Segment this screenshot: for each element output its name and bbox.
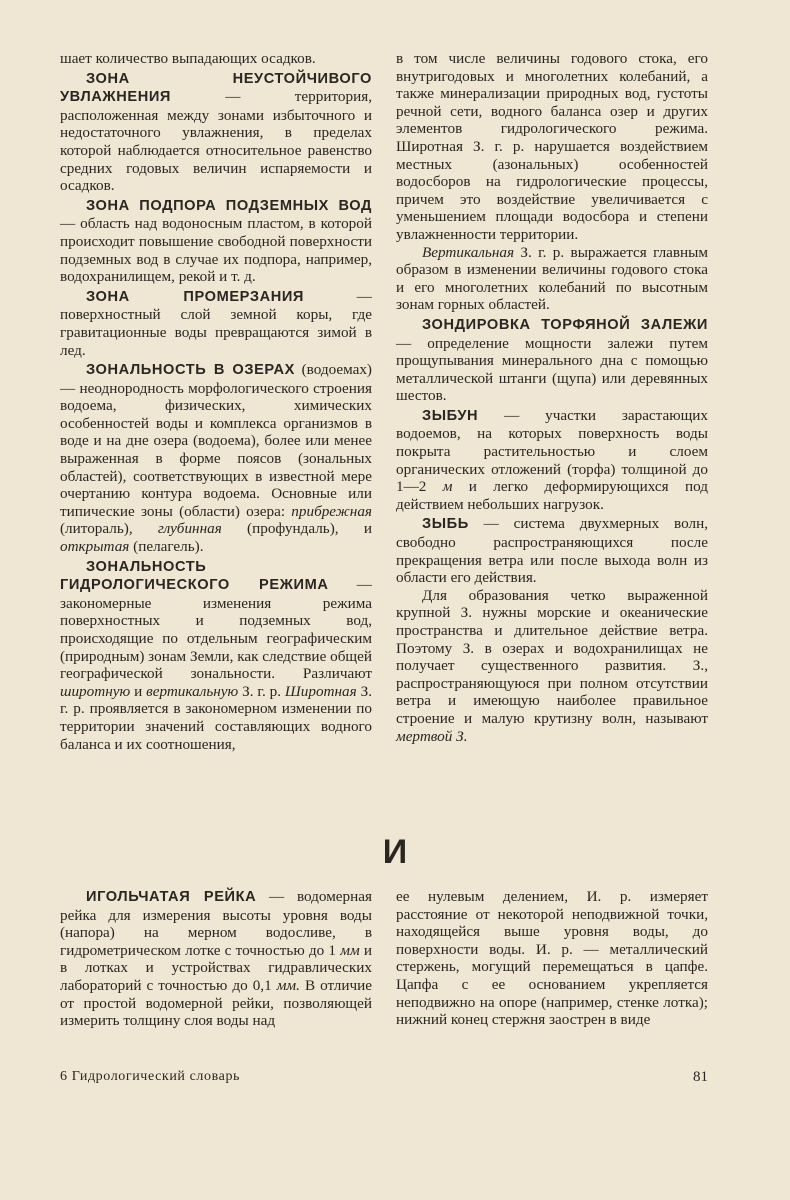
entry-text: — водомерная рейка для измерения высоты уровня воды (напора) на мерном водосливе, в гидрометрическом лотке с точностью до 1	[60, 888, 372, 959]
entry-title: ИГОЛЬЧАТАЯ РЕЙКА	[86, 889, 257, 905]
entry-text: (пелагель).	[129, 538, 204, 556]
entry-text: — определение мощности залежи путем прощупывания минерального дна с помощью металлической штанги (щупа) или деревянных шестов.	[396, 334, 708, 405]
entry-text: и легко деформирующихся под действием небольших нагрузок.	[396, 478, 708, 513]
entry-zonalnost-v-ozerah	[60, 361, 372, 556]
italic-unit: м	[442, 478, 453, 496]
italic-unit: мм.	[276, 976, 300, 994]
entry-zybun	[396, 407, 708, 514]
entry-igolchataya-reyka	[60, 888, 372, 1030]
entry-text: и	[130, 682, 147, 700]
entry-title: ЗЫБЬ	[422, 516, 469, 533]
entry-text: З. г. р. проявляется в закономерном изменении по территории значений составляющих водного баланса и их соотношения,	[60, 682, 372, 753]
entry-text: — территория, расположенная между зонами избыточного и недостаточного увлажнения, в пределах которой наблюдается относительное равенство средних годовых величин испаряемости и осадков.	[60, 88, 372, 195]
italic-term: глубинная	[157, 520, 222, 538]
entry-zona-podpora	[60, 197, 372, 286]
entry-title: ЗОНАЛЬНОСТЬ В ОЗЕРАХ	[86, 362, 295, 379]
column-right-top	[396, 50, 708, 745]
entry-text: — область над водоносным пластом, в которой происходит повышение свободной поверхности подземных вод в случае их подпора, например, водохранилищем, рекой и т. д.	[60, 215, 372, 286]
entry-title: ЗОНА ПОДПОРА ПОДЗЕМНЫХ ВОД	[86, 197, 372, 214]
italic-term: вертикальную	[146, 682, 239, 700]
italic-term: открытая	[60, 538, 130, 556]
entry-text: и в лотках и устройствах гидравлических лабораторий с точностью до 0,1	[60, 941, 372, 994]
entry-text: З. г. р.	[238, 682, 285, 700]
entry-text: (профундаль), и	[221, 520, 372, 538]
italic-term: прибрежная	[291, 502, 372, 520]
entry-title: ЗОНА ПРОМЕРЗАНИЯ	[86, 288, 305, 305]
section-letter-heading: И	[382, 833, 408, 871]
paragraph-vertical	[396, 244, 708, 314]
paragraph-zyb-details	[396, 587, 708, 745]
continued-text: в том числе величины годового стока, его внутригодовых и многолетних колебаний, а также минерализации природных вод, густоты речной сети, водного баланса озер и других элементов гидрологического режима. Широтная З. г. р. нарушается воздействием местных (азональных) особенностей водосборов на гидрологические процессы, причем это воздействие увеличивается с уменьшением площади водосбора и степени увлажненности территории.	[396, 50, 708, 243]
entry-zona-promerzaniya	[60, 288, 372, 359]
entry-text: — поверхностный слой земной коры, где гравитационные воды превращаются зимой в лед.	[60, 287, 372, 359]
continued-text: шает количество выпадающих осадков.	[60, 50, 316, 67]
entry-text: Для образования четко выраженной крупной З. нужны морские и океанические пространства и длительное действие ветра. Поэтому З. в озерах и водохранилищах не получает существенного развития. З., распространяющуюся при полном отсутствии ветра и имеющую наиболее правильное строение и малую крутизну волн, называют	[396, 586, 708, 727]
italic-unit: мм	[340, 941, 360, 959]
entry-text: В отличие от простой водомерной рейки, позволяющей измерить толщину слоя воды над	[60, 976, 372, 1030]
italic-term: мертвой З.	[396, 727, 468, 745]
italic-term: широтную	[60, 682, 131, 700]
entry-text: — участки зарастающих водоемов, на которых поверхность воды покрыта растительностью и слоем органических отложений (торфа) толщиной до 1—2	[396, 406, 708, 496]
page-number: 81	[693, 1069, 708, 1085]
entry-zonalnost-gidrologicheskogo-rezhima	[60, 558, 372, 754]
column-left-bottom	[60, 888, 372, 1030]
entry-title: ЗОНДИРОВКА ТОРФЯНОЙ ЗАЛЕЖИ	[422, 316, 708, 333]
entry-title: ЗЫБУН	[422, 407, 479, 424]
printer-signature: 6 Гидрологический словарь	[60, 1069, 241, 1084]
column-right-bottom	[396, 888, 708, 1029]
entry-text: — система двухмерных волн, свободно распространяющихся после прекращения ветра или после выхода волн из области его действия.	[396, 515, 708, 587]
entry-zyb	[396, 515, 708, 586]
entry-text: (водоемах) — неоднородность морфологического строения водоема, физических, химических особенностей воды и комплекса организмов в воде и на дне озера (водоема), более или менее выраженная в форме поясов (зональных областей), соответствующих в известной мере очертанию контура водоема. Основные или типические зоны (области) озера:	[60, 361, 372, 520]
entry-zona-neustoychivogo-uvlazhneniya	[60, 70, 372, 195]
continued-text: ее нулевым делением, И. р. измеряет расстояние от некоторой неподвижной точки, находящейся выше уровня воды, до поверхности воды. И. р. — металлический стержень, могущий перемещаться в цапфе. Цапфа с ее основанием укрепляется неподвижно на опоре (например, стенке лотка); нижний конец стержня заострен в виде	[396, 888, 708, 1029]
entry-zondirovka	[396, 316, 708, 405]
italic-term: Вертикальная	[422, 243, 515, 261]
entry-title: ЗОНАЛЬНОСТЬ ГИДРОЛОГИЧЕСКОГО РЕЖИМА	[60, 558, 329, 594]
entry-title: ЗОНА НЕУСТОЙЧИВОГО УВЛАЖНЕНИЯ	[60, 70, 372, 106]
entry-text: — закономерные изменения режима поверхностных и подземных вод, происходящие по отдельным географическим (природным) зонам Земли, как следствие общей географической зональности. Различают	[60, 576, 372, 683]
entry-text: (литораль),	[60, 520, 158, 538]
entry-text: З. г. р. выражается главным образом в изменении величины годового стока и его многолетних колебаний по высотным зонам горных областей.	[396, 243, 708, 314]
italic-term: Широтная	[284, 682, 357, 700]
column-left-top	[60, 50, 372, 753]
